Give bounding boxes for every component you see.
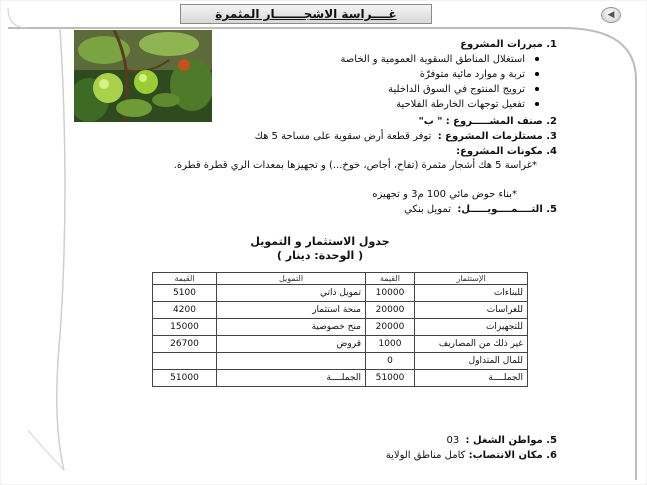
table-header-row [153, 273, 528, 285]
cell-investment: للمال المتداول [415, 353, 528, 370]
cell-value: 4200 [153, 302, 217, 319]
section1-heading: 1. مبررات المشروع [460, 39, 557, 50]
bullet-icon [535, 72, 539, 76]
cell-value: 20000 [366, 319, 415, 336]
table-row [153, 285, 528, 302]
section5: 5. التــــمــــويـــــل: تمويل بنكي [404, 204, 557, 215]
table-row [153, 302, 528, 319]
table-row [153, 336, 528, 353]
section-location: 6. مكان الانتصاب: كامل مناطق الولاية [385, 450, 557, 461]
cell-value: 51000 [153, 370, 217, 387]
cell-financing: تمويل ذاتي [217, 285, 366, 302]
cell-investment: للغراسات [415, 302, 528, 319]
cell-investment: غير ذلك من المصاريف [415, 336, 528, 353]
cell-value: 10000 [366, 285, 415, 302]
cell-value: 1000 [366, 336, 415, 353]
bullet-icon [535, 102, 539, 106]
section2: 2. صنف المشـــــروع : " ب" [418, 116, 557, 127]
investment-table [152, 272, 528, 387]
fruit-tree-photo [74, 30, 212, 122]
cell-value: 26700 [153, 336, 217, 353]
section4-heading: 4. مكونات المشروع: [456, 146, 557, 157]
cell-value: 51000 [366, 370, 415, 387]
header-value: القيمة [153, 273, 217, 285]
cell-value: 0 [366, 353, 415, 370]
bullet-icon [535, 57, 539, 61]
cell-value [153, 353, 217, 370]
table-total-row [153, 370, 528, 387]
section3: 3. مستلزمات المشروع : توفر قطعة أرض سقوية على مساحة 5 هك [254, 131, 557, 142]
cell-value: 20000 [366, 302, 415, 319]
cell-investment: الجملــــة [415, 370, 528, 387]
cell-financing: الجملــــة [217, 370, 366, 387]
header-value: القيمة [366, 273, 415, 285]
cell-investment: للبناءات [415, 285, 528, 302]
list-item: ترويج المنتوج في السوق الداخلية [388, 84, 539, 96]
section-jobs: 5. مواطن الشغل : 03 [446, 435, 557, 446]
section4-line2: *بناء حوض مائي 100 م3 و تجهيزه [372, 189, 517, 200]
section4-line1: *غراسة 5 هك أشجار مثمرة (تفاح، أجاص، خوخ...) و تجهيزها بمعدات الري قطرة قطرة. [173, 160, 537, 171]
cell-financing: منح خصوصية [217, 319, 366, 336]
cell-value: 5100 [153, 285, 217, 302]
list-item: استغلال المناطق السقوية العمومية و الخاصة [340, 54, 539, 66]
cell-financing: منحة استثمار [217, 302, 366, 319]
back-arrow-icon[interactable]: ◀ [601, 7, 621, 23]
cell-value: 15000 [153, 319, 217, 336]
header-financing: التمويل [217, 273, 366, 285]
cell-financing [217, 353, 366, 370]
cell-financing: قروض [217, 336, 366, 353]
list-item: تفعيل توجهات الخارطة الفلاحية [396, 99, 539, 111]
bullet-icon [535, 87, 539, 91]
page-title: غــــراسة الاشجـــــــار المثمرة [180, 4, 432, 24]
table-row [153, 319, 528, 336]
table-row [153, 353, 528, 370]
list-item: تربة و موارد مائية متوفرّة [420, 69, 539, 81]
header-investment: الإستثمار [415, 273, 528, 285]
table-title: جدول الاستثمار و التمويل ( الوحدة: دينار ) [250, 235, 390, 262]
cell-investment: للتجهيزات [415, 319, 528, 336]
